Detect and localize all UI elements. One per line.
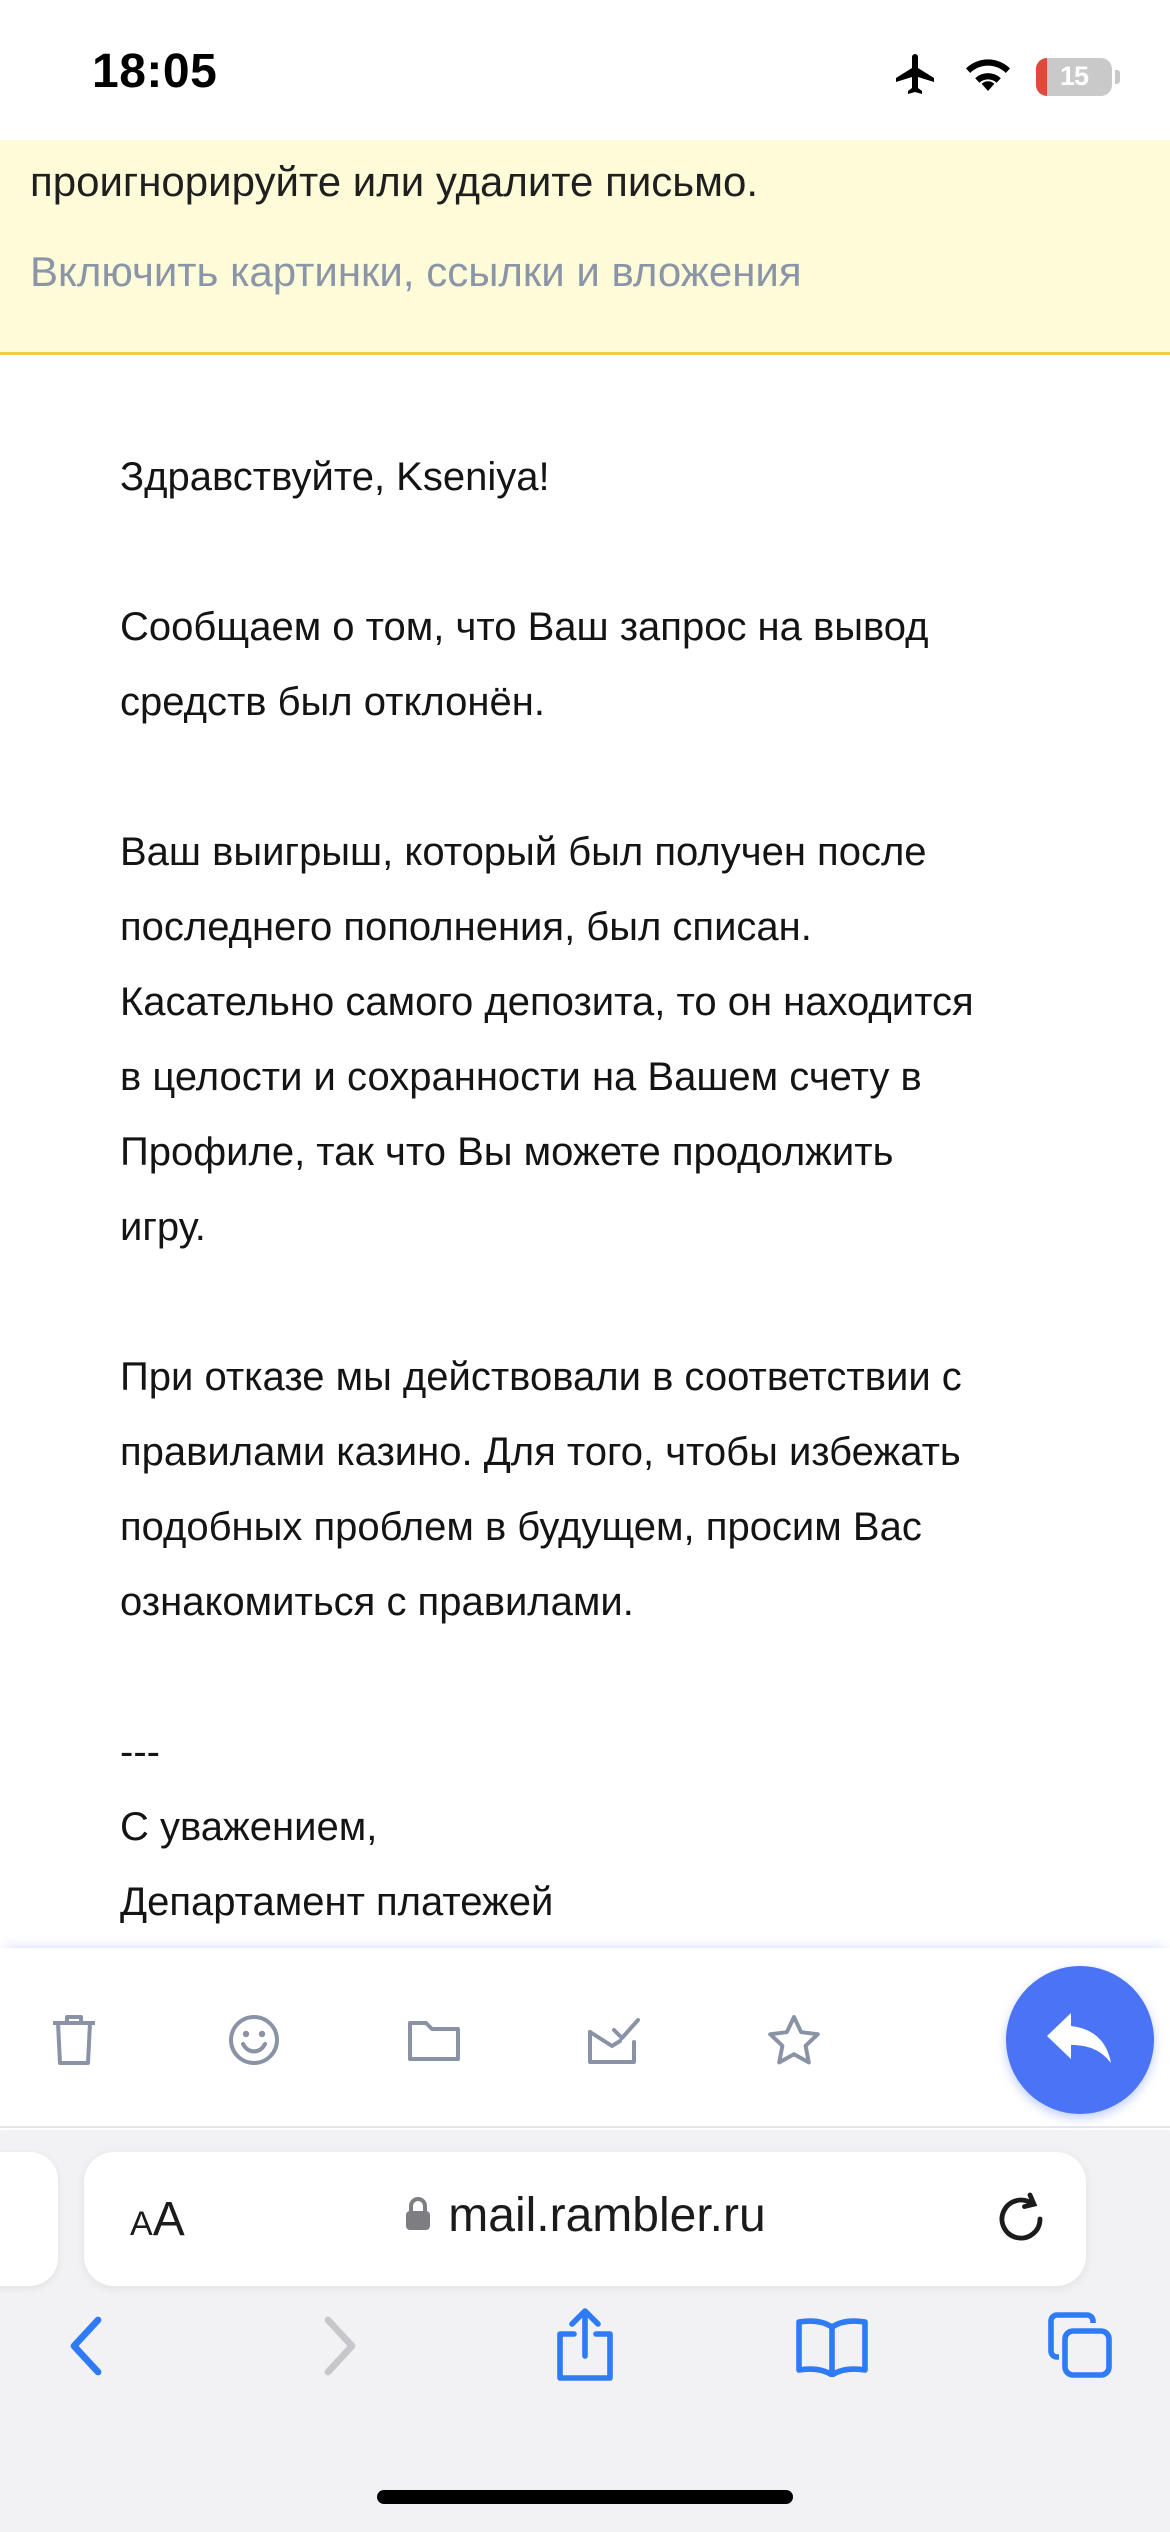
aa-small: A — [130, 2205, 153, 2243]
paragraph-line: ознакомиться с правилами. — [120, 1580, 634, 1624]
star-icon[interactable] — [762, 2008, 826, 2072]
status-icons — [892, 50, 1120, 103]
airplane-icon — [892, 50, 940, 103]
folder-icon[interactable] — [402, 2008, 466, 2072]
warning-banner — [0, 140, 1170, 355]
reply-icon — [1045, 2011, 1115, 2070]
paragraph-line: подобных проблем в будущем, просим Вас — [120, 1505, 922, 1549]
battery-level: 15 — [1059, 61, 1089, 91]
mail-toolbar — [0, 1948, 1170, 2128]
paragraph-line: Ваш выигрыш, который был получен после — [120, 830, 927, 874]
mark-read-icon[interactable] — [582, 2008, 646, 2072]
forward-icon[interactable] — [300, 2306, 380, 2386]
smiley-icon[interactable] — [222, 2008, 286, 2072]
url-text: mail.rambler.ru — [448, 2189, 766, 2242]
battery-icon — [1036, 58, 1120, 96]
reply-button[interactable] — [1006, 1966, 1154, 2114]
reload-icon[interactable] — [992, 2190, 1050, 2248]
share-icon[interactable] — [545, 2306, 625, 2386]
battery-fill — [1036, 58, 1047, 96]
tabs-icon[interactable] — [1040, 2306, 1120, 2386]
paragraph-line: Касательно самого депозита, то он находится — [120, 980, 974, 1024]
paragraph-line: При отказе мы действовали в соответствии с — [120, 1355, 962, 1399]
paragraph-line: средств был отклонён. — [120, 680, 545, 724]
signature: Департамент платежей — [120, 1880, 554, 1924]
paragraph-line: Профиле, так что Вы можете продолжить — [120, 1130, 894, 1174]
address-bar[interactable] — [84, 2152, 1086, 2286]
paragraph-line: последнего пополнения, был списан. — [120, 905, 812, 949]
back-icon[interactable] — [46, 2306, 126, 2386]
paragraph-line: в целости и сохранности на Вашем счету в — [120, 1055, 922, 1099]
wifi-icon — [962, 54, 1014, 99]
home-indicator[interactable] — [377, 2490, 793, 2504]
paragraph-line: игру. — [120, 1205, 206, 1249]
closing: С уважением, — [120, 1805, 378, 1849]
status-time: 18:05 — [92, 45, 218, 98]
lock-icon — [404, 2195, 432, 2236]
paragraph-line: Сообщаем о том, что Ваш запрос на вывод — [120, 605, 929, 649]
email-body — [120, 440, 1100, 1940]
battery-cap — [1115, 70, 1120, 84]
battery-body — [1036, 58, 1112, 96]
browser-nav-bar — [0, 2306, 1170, 2426]
paragraph-line: правилами казино. Для того, чтобы избежать — [120, 1430, 961, 1474]
signature-separator: --- — [120, 1730, 160, 1774]
aa-large: A — [152, 2193, 185, 2246]
url-display[interactable] — [84, 2188, 1086, 2243]
trash-icon[interactable] — [42, 2008, 106, 2072]
enable-content-link[interactable]: Включить картинки, ссылки и вложения — [30, 248, 802, 295]
banner-text: проигнорируйте или удалите письмо. — [30, 158, 759, 205]
status-bar — [0, 0, 1170, 140]
previous-tab-preview[interactable] — [0, 2152, 58, 2286]
bookmarks-icon[interactable] — [792, 2306, 872, 2386]
greeting: Здравствуйте, Kseniya! — [120, 455, 550, 499]
